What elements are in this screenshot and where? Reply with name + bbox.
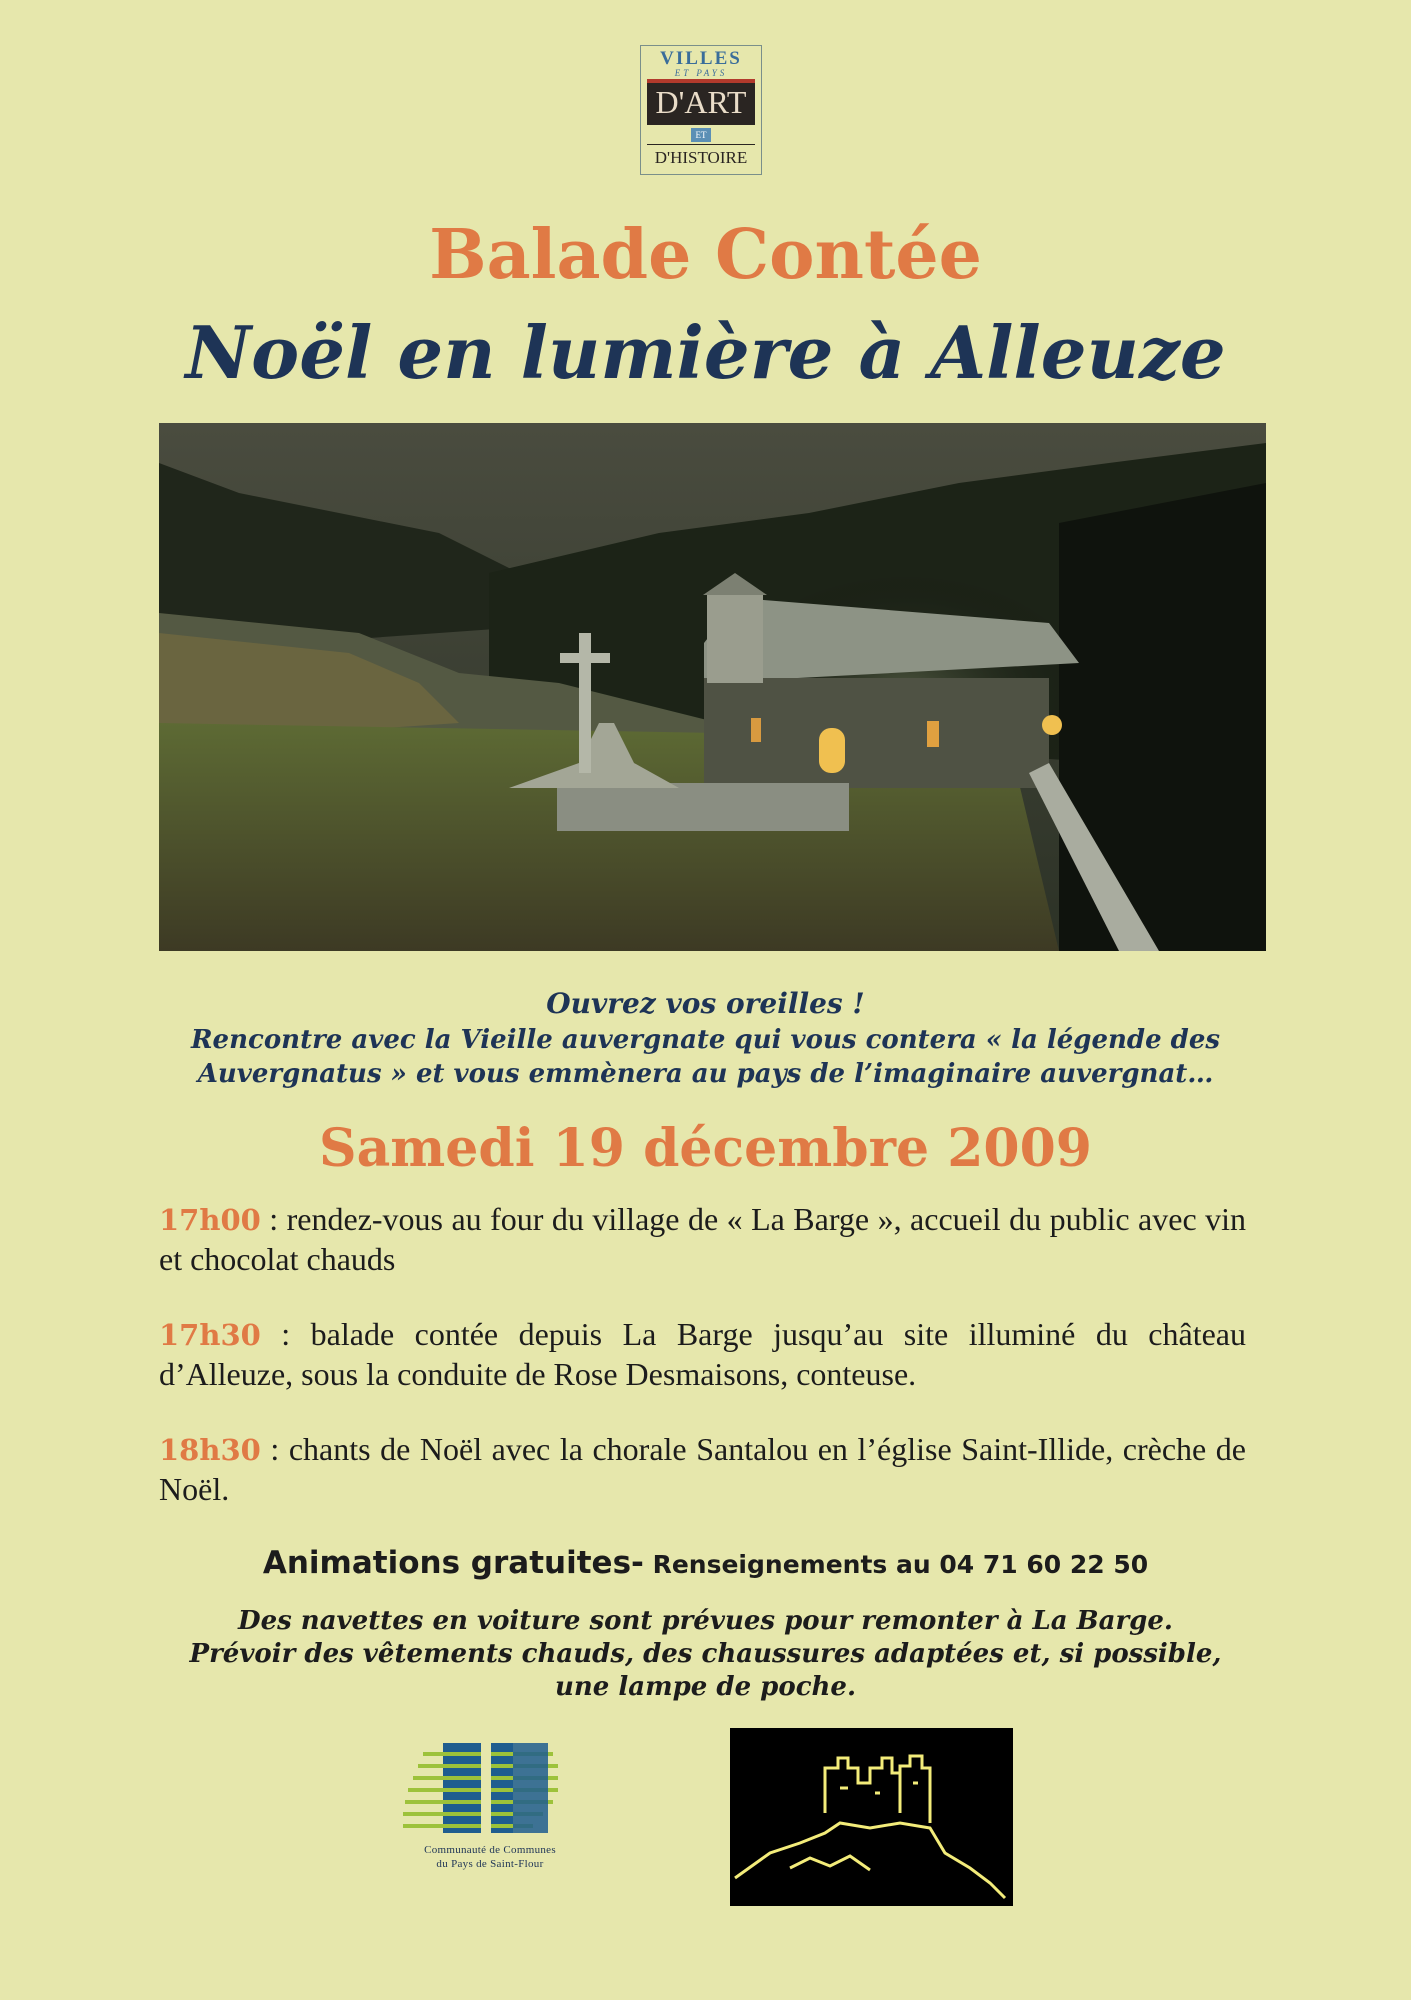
logo-villes: VILLES [660,48,742,69]
schedule-text: : balade contée depuis La Barge jusqu’au site illuminé du château d’Alleuze, sous la conduite de Rose Desmaisons, conteuse. [159,1316,1246,1392]
intro-line-3: Auvergnatus » et vous emmènera au pays de l’imaginaire auvergnat… [197,1059,1214,1089]
intro-line-1: Ouvrez vos oreilles ! [546,987,865,1020]
intro-line-2: Rencontre avec la Vieille auvergnate qui vous contera « la légende des [190,1025,1221,1055]
event-date: Samedi 19 décembre 2009 [319,1118,1092,1179]
church-photo-illustration [159,423,1266,951]
cc-logo-label [350,1843,630,1871]
intro-text [0,985,1411,1091]
practical-notes [0,1605,1411,1704]
schedule-text: : rendez-vous au four du village de « La Barge », accueil du public avec vin et chocolat chauds [159,1201,1246,1277]
logo-et-pays: ET PAYS [674,68,728,78]
animations-label: Animations gratuites- [262,1545,644,1581]
logo-histoire: D'HISTOIRE [647,144,755,171]
schedule-time: 17h00 [159,1203,261,1237]
animations-line [0,1545,1411,1581]
schedule-item [159,1430,1246,1509]
notes-line-1: Des navettes en voiture sont prévues pour remonter à La Barge. [238,1606,1173,1636]
cc-label-line-1: Communauté de Communes [424,1844,556,1856]
logo-dart: D'ART [647,79,755,125]
page-subtitle: Noël en lumière à Alleuze [185,310,1226,395]
logo-red-bar [647,79,755,83]
cc-logo-mark [393,1740,583,1840]
logo-et: ET [691,128,711,142]
schedule-time: 18h30 [159,1433,261,1467]
notes-line-2: Prévoir des vêtements chauds, des chaussures adaptées et, si possible, [189,1639,1222,1669]
cc-label-line-2: du Pays de Saint-Flour [436,1858,544,1870]
castle-ruin-illustration [730,1728,1013,1906]
schedule-text: : chants de Noël avec la chorale Santalou en l’église Saint-Illide, crèche de Noël. [159,1431,1246,1507]
page-title: Balade Contée [429,215,982,295]
notes-line-3: une lampe de poche. [554,1672,857,1702]
schedule-time: 17h30 [159,1318,261,1352]
villes-art-histoire-logo [640,45,762,175]
animations-info: Renseignements au 04 71 60 22 50 [643,1550,1149,1579]
schedule-item [159,1200,1246,1279]
castle-silhouette-image [730,1728,1013,1906]
church-night-photo [159,423,1266,951]
schedule-item [159,1315,1246,1394]
